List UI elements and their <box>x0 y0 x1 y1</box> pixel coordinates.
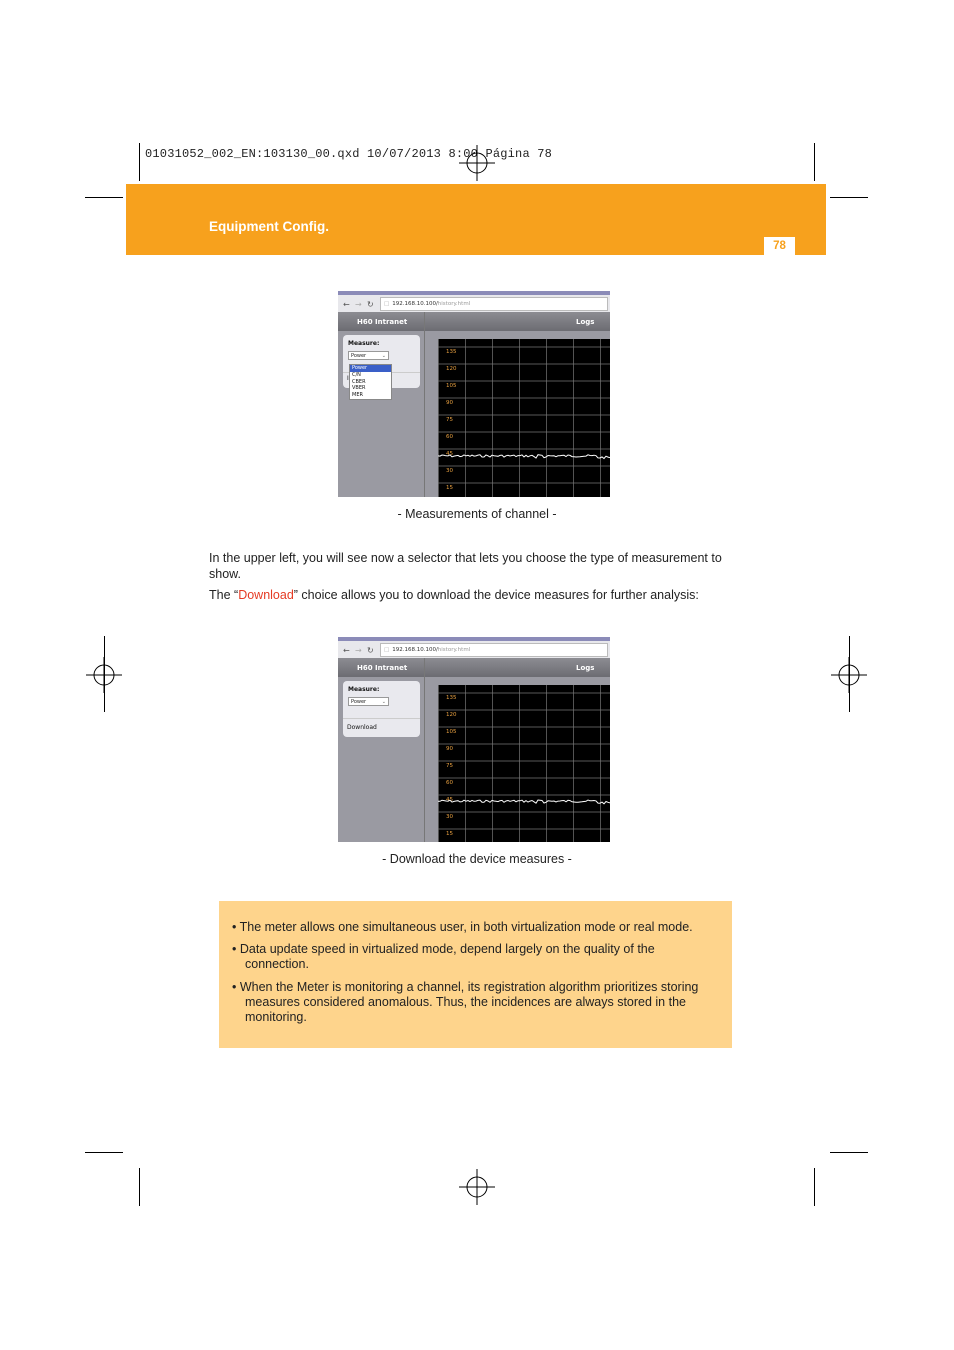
note-text-continued: connection. <box>245 957 309 971</box>
registration-mark-icon <box>459 1169 495 1205</box>
app-title: H60 Intranet <box>357 318 408 326</box>
crop-mark <box>139 143 140 181</box>
measurement-chart <box>438 685 610 842</box>
url-field[interactable] <box>380 297 608 311</box>
note-text: • The meter allows one simultaneous user, in both virtualization mode or real mode. <box>232 920 693 934</box>
paragraph-download-before: The “ <box>209 588 239 602</box>
browser-address-bar <box>338 295 610 312</box>
forward-arrow-icon[interactable]: → <box>355 646 362 655</box>
crop-mark <box>85 197 123 198</box>
crop-mark <box>849 636 850 712</box>
measure-select[interactable] <box>348 697 389 706</box>
note-item <box>232 920 722 935</box>
note-text: • Data update speed in virtualized mode, depend largely on the quality of the <box>232 942 655 956</box>
paragraph-selector: In the upper left, you will see now a selector that lets you choose the type of measurement to show. <box>209 551 722 581</box>
registration-mark-icon <box>459 145 495 181</box>
download-link-partial: I <box>347 375 349 382</box>
logs-link[interactable]: Logs <box>576 318 595 326</box>
crop-mark <box>814 143 815 181</box>
chart-y-tick-label: 45 <box>446 797 453 803</box>
dropdown-option-power[interactable]: Power <box>350 365 391 372</box>
screenshot-download <box>338 637 610 842</box>
forward-arrow-icon[interactable]: → <box>355 300 362 309</box>
download-link[interactable]: Download <box>347 724 377 731</box>
url-host: 192.168.10.100/ <box>392 301 438 307</box>
crop-mark <box>139 1168 140 1206</box>
chart-y-tick-label: 30 <box>446 468 453 474</box>
page-number: 78 <box>764 237 795 255</box>
chart-y-tick-label: 60 <box>446 434 453 440</box>
screenshot-measurements <box>338 291 610 497</box>
paragraph-download <box>209 588 754 604</box>
crop-mark <box>830 1152 868 1153</box>
chart-y-tick-label: 75 <box>446 417 453 423</box>
note-item <box>232 980 722 1025</box>
app-header-bar <box>338 312 610 331</box>
page-icon: □ <box>384 301 390 307</box>
dropdown-option-cber[interactable]: CBER <box>352 378 366 385</box>
measure-panel <box>343 681 420 737</box>
chart-y-tick-label: 135 <box>446 349 457 355</box>
crop-mark <box>104 636 105 712</box>
back-arrow-icon[interactable]: ← <box>343 646 350 655</box>
reload-icon[interactable]: ↻ <box>367 646 374 655</box>
measure-select-value: Power <box>351 353 367 359</box>
chevron-down-icon: ⌄ <box>381 353 386 359</box>
chart-y-tick-label: 135 <box>446 695 457 701</box>
crop-mark <box>830 197 868 198</box>
dropdown-option-cn[interactable]: C/N <box>352 371 361 378</box>
app-title: H60 Intranet <box>357 664 408 672</box>
dropdown-option-vber[interactable]: VBER <box>352 385 366 392</box>
chart-y-tick-label: 45 <box>446 451 453 457</box>
chart-y-tick-label: 90 <box>446 746 453 752</box>
back-arrow-icon[interactable]: ← <box>343 300 350 309</box>
chart-y-tick-label: 15 <box>446 831 453 837</box>
measure-select-value: Power <box>351 699 367 705</box>
reload-icon[interactable]: ↻ <box>367 300 374 309</box>
chart-plot-area <box>438 339 610 497</box>
divider <box>424 658 425 842</box>
url-field[interactable] <box>380 643 608 657</box>
chart-y-tick-label: 90 <box>446 400 453 406</box>
url-path: history.html <box>437 301 471 307</box>
slug-line: 01031052_002_EN:103130_00.qxd 10/07/2013 8:00 Página 78 <box>145 147 553 161</box>
dropdown-option-mer[interactable]: MER <box>352 392 363 399</box>
divider <box>424 312 425 497</box>
divider <box>343 718 420 719</box>
note-text: • When the Meter is monitoring a channel, its registration algorithm prioritizes storing <box>232 980 699 994</box>
note-item <box>232 942 722 972</box>
chart-y-tick-label: 15 <box>446 485 453 491</box>
note-text-continued: monitoring. <box>245 1010 307 1024</box>
logs-link[interactable]: Logs <box>576 664 595 672</box>
chart-y-tick-label: 105 <box>446 383 457 389</box>
app-header-bar <box>338 658 610 677</box>
url-host: 192.168.10.100/ <box>392 647 438 653</box>
caption-measurements: - Measurements of channel - <box>397 507 557 521</box>
crop-mark <box>814 1168 815 1206</box>
chart-y-tick-label: 120 <box>446 712 457 718</box>
browser-address-bar <box>338 641 610 658</box>
url-path: history.html <box>437 647 471 653</box>
chart-y-tick-label: 75 <box>446 763 453 769</box>
measurement-chart <box>438 339 610 497</box>
chart-plot-area <box>438 685 610 842</box>
note-text-continued: measures considered anomalous. Thus, the incidences are always stored in the <box>245 995 686 1009</box>
chart-y-tick-label: 30 <box>446 814 453 820</box>
chart-y-tick-label: 105 <box>446 729 457 735</box>
caption-download: - Download the device measures - <box>382 852 572 866</box>
chart-y-tick-label: 120 <box>446 366 457 372</box>
crop-mark <box>85 1152 123 1153</box>
measure-label: Measure: <box>348 340 380 347</box>
section-title: Equipment Config. <box>209 219 329 234</box>
chart-y-tick-label: 60 <box>446 780 453 786</box>
download-link-text: Download <box>238 588 294 602</box>
paragraph-download-after: ” choice allows you to download the device measures for further analysis: <box>293 588 699 602</box>
measure-label: Measure: <box>348 686 380 693</box>
chevron-down-icon: ⌄ <box>381 699 386 705</box>
page-icon: □ <box>384 647 390 653</box>
measure-select[interactable] <box>348 351 389 360</box>
measure-dropdown-list <box>349 364 392 400</box>
